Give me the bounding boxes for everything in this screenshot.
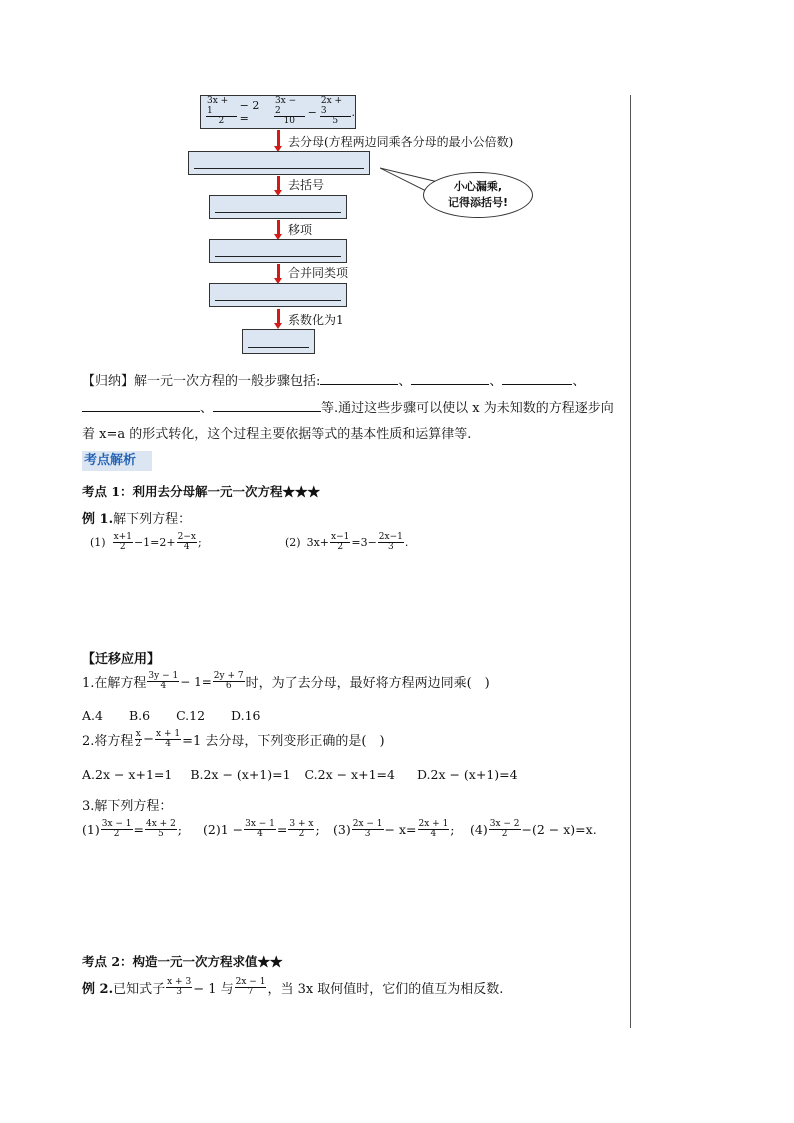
- equation-minus-two: − 2 =: [239, 99, 260, 125]
- blank: [320, 372, 398, 385]
- separator: 、: [489, 374, 503, 389]
- example2-post: ，当 3x 取何值时，它们的值互为相反数.: [267, 982, 504, 998]
- eq-label: (2): [285, 536, 301, 550]
- step-label-3: 移项: [288, 223, 313, 237]
- equation-term-2: $\frac{3x - 2}{10}$: [274, 97, 305, 126]
- fraction: $\frac{2x - 1}{7}$: [235, 977, 266, 998]
- blank: [213, 399, 321, 412]
- option: B.6: [128, 708, 151, 723]
- q2-pre: 2.将方程: [82, 734, 134, 750]
- example2-label: 例 2.: [82, 982, 114, 998]
- eq-text: 3x+: [306, 536, 330, 550]
- eq-text: −(2 − x)=x.: [521, 822, 597, 838]
- example1-label: 例 1.: [82, 512, 114, 527]
- q3-equation-4: [470, 820, 597, 840]
- option: D.16: [231, 708, 261, 723]
- flow-blank-box-4: [209, 283, 347, 307]
- fraction: $\frac{3x - 1}{4}$: [245, 819, 275, 840]
- blank: [502, 372, 572, 385]
- option: B.2x − (x+1)=1: [190, 767, 291, 782]
- q1-pre: 1.在解方程: [82, 676, 147, 692]
- fraction: $\frac{2y + 7}{6}$: [213, 671, 244, 692]
- bubble-line-2: 记得添括号!: [447, 196, 509, 209]
- eq-text: =3−: [351, 536, 377, 550]
- fraction: $\frac{2x - 1}{3}$: [352, 819, 383, 840]
- eq-text: ;: [450, 822, 455, 838]
- example1-equation-2: [285, 533, 408, 553]
- fraction: $\frac{2x + 1}{4}$: [418, 819, 449, 840]
- eq-label: (3): [333, 822, 351, 838]
- speech-bubble: [423, 172, 533, 218]
- eq-text: =: [276, 822, 288, 838]
- flow-arrow: [277, 220, 280, 236]
- summary-line-2: [82, 397, 627, 416]
- eq-label: (1): [90, 536, 106, 550]
- point1-title: 考点 1：利用去分母解一元一次方程★★★: [82, 484, 321, 499]
- fraction: $\frac{4x + 2}{5}$: [146, 819, 176, 840]
- summary-line-1: [82, 370, 627, 389]
- equation-end: .: [351, 105, 356, 119]
- fraction: $\frac{2-x}{4}$: [177, 532, 196, 553]
- eq-text: ;: [177, 822, 183, 838]
- eq-text: −1=2+: [133, 536, 176, 550]
- bubble-line-1: 小心漏乘,: [453, 180, 503, 193]
- blank: [411, 372, 489, 385]
- step-label-4: 合并同类项: [288, 266, 349, 280]
- section-title: 考点解析: [84, 453, 137, 468]
- equation-minus: −: [307, 105, 317, 119]
- fraction: $\frac{x+1}{2}$: [113, 532, 132, 553]
- eq-text: .: [404, 536, 409, 550]
- flow-arrow: [277, 309, 280, 325]
- option: A.2x − x+1=1: [82, 767, 173, 782]
- summary-line2-text: 等.通过这些步骤可以使以 x 为未知数的方程逐步向: [321, 401, 614, 416]
- fraction: $\frac{2x-1}{3}$: [378, 532, 403, 553]
- example2: [82, 978, 503, 998]
- fraction: $\frac{x}{2}$: [135, 729, 142, 750]
- q2-mid: −: [143, 732, 155, 748]
- step-label-2: 去括号: [288, 178, 325, 192]
- q2-post: =1 去分母，下列变形正确的是( ): [182, 734, 385, 750]
- question-2: [82, 730, 385, 750]
- q1-options: [82, 708, 261, 723]
- example2-pre: 已知式子: [113, 982, 166, 998]
- flow-arrow: [277, 264, 280, 280]
- equation-term-1: $\frac{3x + 1}{2}$: [206, 97, 237, 126]
- point2-title: 考点 2：构造一元一次方程求值★★: [82, 954, 283, 969]
- fraction: $\frac{x + 1}{4}$: [156, 729, 181, 750]
- eq-text: =: [133, 822, 144, 838]
- fraction: $\frac{3x - 1}{2}$: [101, 819, 132, 840]
- flow-blank-box-5: [242, 329, 315, 354]
- eq-label: (1): [82, 822, 100, 838]
- fraction: $\frac{3y - 1}{4}$: [148, 671, 179, 692]
- example1: [82, 508, 191, 527]
- question-1: [82, 672, 490, 692]
- fraction: $\frac{x-1}{2}$: [331, 532, 350, 553]
- q1-post: 时，为了去分母，最好将方程两边同乘( ): [245, 676, 490, 692]
- flow-arrow: [277, 176, 280, 192]
- practice-title: 【迁移应用】: [82, 652, 161, 667]
- section-title-tag: [82, 451, 152, 471]
- q2-options: [82, 767, 518, 782]
- flow-equation-box: [200, 95, 356, 129]
- option: D.2x − (x+1)=4: [416, 767, 518, 782]
- q3-equation-1: [82, 820, 182, 840]
- q3-equation-2: [203, 820, 320, 840]
- summary-line-3: 着 x=a 的形式转化，这个过程主要依据等式的基本性质和运算律等.: [82, 427, 472, 442]
- fraction: $\frac{3 + x}{2}$: [289, 819, 314, 840]
- fraction: $\frac{3x - 2}{2}$: [489, 819, 520, 840]
- blank: [82, 399, 200, 412]
- equation-term-3: $\frac{2x + 3}{5}$: [320, 97, 351, 126]
- eq-text: ;: [197, 536, 202, 550]
- separator: 、: [200, 401, 214, 416]
- eq-label: (4): [470, 822, 488, 838]
- option: C.12: [176, 708, 206, 723]
- flow-blank-box-2: [209, 195, 347, 219]
- flow-blank-box-3: [209, 239, 347, 263]
- example1-text: 解下列方程：: [113, 512, 192, 527]
- eq-text: ;: [315, 822, 320, 838]
- eq-text: − x=: [384, 822, 417, 838]
- right-margin-line: [630, 95, 631, 1028]
- option: A.4: [82, 708, 103, 723]
- separator: 、: [572, 374, 586, 389]
- question-3: 3.解下列方程：: [82, 799, 173, 814]
- eq-label: (2)1 −: [203, 822, 244, 838]
- step-label-5: 系数化为1: [288, 313, 344, 327]
- option: C.2x − x+1=4: [304, 767, 395, 782]
- q1-mid: − 1=: [180, 674, 212, 689]
- step-label-1: 去分母(方程两边同乘各分母的最小公倍数): [288, 135, 514, 149]
- example2-mid: − 1 与: [193, 982, 234, 998]
- fraction: $\frac{x + 3}{3}$: [167, 977, 192, 998]
- flow-arrow: [277, 130, 280, 148]
- flow-blank-box-1: [188, 151, 370, 175]
- summary-prefix: 【归纳】解一元一次方程的一般步骤包括:: [82, 374, 321, 389]
- separator: 、: [398, 374, 412, 389]
- example1-equation-1: [90, 533, 202, 553]
- q3-equation-3: [333, 820, 455, 840]
